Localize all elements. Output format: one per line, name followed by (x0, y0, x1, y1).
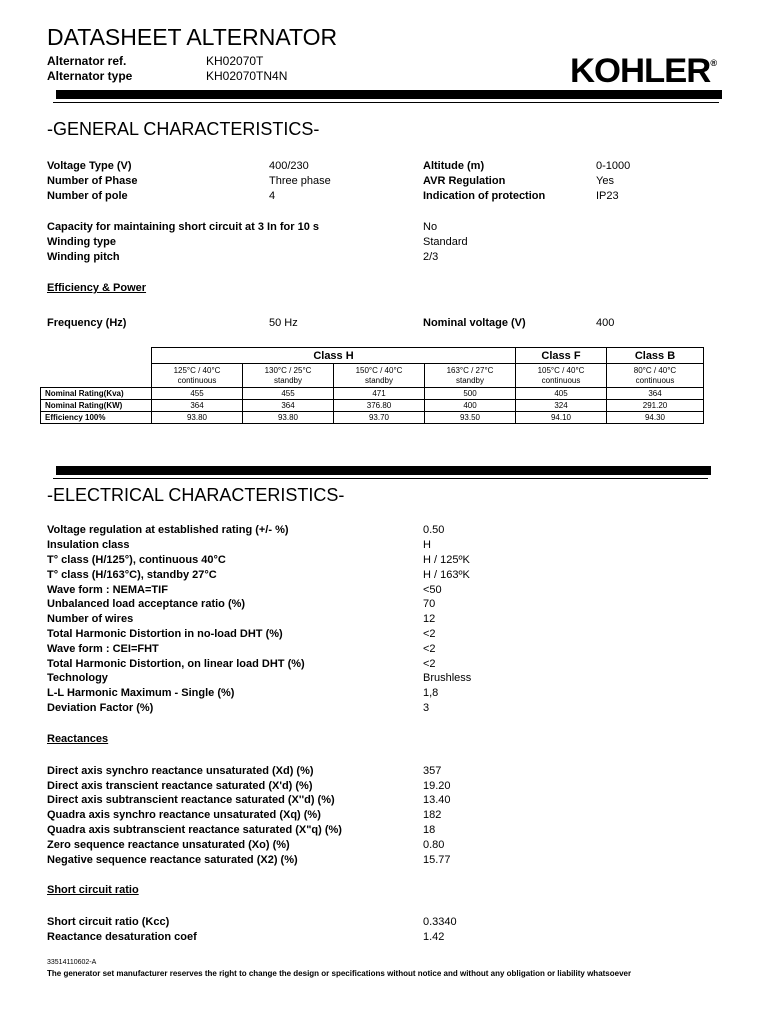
temp-cell (516, 364, 607, 388)
table-cell: 364 (607, 388, 704, 400)
frequency-label: Frequency (Hz) (47, 317, 127, 329)
table-cell: 500 (425, 388, 516, 400)
temp-range: 125°C / 40°C (173, 365, 221, 375)
general-left-label: Voltage Type (V) (47, 160, 132, 172)
electrical-label: Technology (47, 672, 108, 684)
reactance-value: 15.77 (423, 854, 451, 866)
general-left-label: Number of pole (47, 190, 128, 202)
temp-cell (607, 364, 704, 388)
row-label: Nominal Rating(Kva) (41, 388, 152, 400)
electrical-label: Total Harmonic Distortion in no-load DHT (%) (47, 628, 283, 640)
short-circuit-value: 0.3340 (423, 916, 457, 928)
document-code: 33514110602-A (47, 959, 97, 966)
alternator-ref-label: Alternator ref. (47, 54, 127, 68)
electrical-label: Number of wires (47, 613, 134, 625)
duty-mode: continuous (177, 375, 217, 385)
row-label: Efficiency 100% (41, 412, 152, 424)
reactance-label: Direct axis subtranscient reactance saturated (X''d) (%) (47, 794, 335, 806)
duty-mode: standby (273, 375, 303, 385)
table-corner (41, 364, 152, 388)
frequency-value: 50 Hz (269, 317, 298, 329)
alternator-ref-value: KH02070T (206, 54, 264, 68)
misc-value: 2/3 (423, 251, 439, 263)
misc-label: Winding type (47, 236, 116, 248)
alternator-type-value: KH02070TN4N (206, 69, 288, 83)
table-cell: 291.20 (607, 400, 704, 412)
electrical-value: 70 (423, 598, 436, 610)
short-circuit-label: Reactance desaturation coef (47, 931, 197, 943)
table-cell: 324 (516, 400, 607, 412)
reactance-label: Quadra axis subtranscient reactance saturated (X"q) (%) (47, 824, 342, 836)
general-right-label: Indication of protection (423, 190, 546, 202)
electrical-label: Voltage regulation at established rating (+/- %) (47, 524, 289, 536)
temp-cell (243, 364, 334, 388)
electrical-label: Total Harmonic Distortion, on linear load DHT (%) (47, 658, 305, 670)
table-cell: 400 (425, 400, 516, 412)
table-cell: 455 (243, 388, 334, 400)
header-divider-shadow (53, 102, 719, 103)
temp-range: 150°C / 40°C (355, 365, 403, 375)
table-cell: 364 (243, 400, 334, 412)
table-cell: 364 (152, 400, 243, 412)
general-left-value: Three phase (269, 175, 331, 187)
reactances-heading: Reactances (47, 733, 109, 745)
temp-range: 80°C / 40°C (633, 365, 677, 375)
reactance-label: Zero sequence reactance unsaturated (Xo) (%) (47, 839, 290, 851)
reactance-label: Direct axis transcient reactance saturated (X'd) (%) (47, 780, 313, 792)
section-divider-bar (56, 466, 711, 475)
table-cell: 405 (516, 388, 607, 400)
table-cell: 471 (334, 388, 425, 400)
duty-mode: continuous (635, 375, 675, 385)
electrical-label: Wave form : NEMA=TIF (47, 584, 168, 596)
electrical-value: 12 (423, 613, 436, 625)
temp-cell (152, 364, 243, 388)
electrical-value: <2 (423, 643, 436, 655)
nominal-voltage-label: Nominal voltage (V) (423, 317, 526, 329)
logo-registered-mark: ® (710, 58, 718, 68)
table-row (41, 412, 704, 424)
electrical-label: L-L Harmonic Maximum - Single (%) (47, 687, 235, 699)
electrical-value: H / 125ºK (423, 554, 470, 566)
duty-mode: continuous (541, 375, 581, 385)
electrical-value: 1,8 (423, 687, 439, 699)
table-cell: 94.10 (516, 412, 607, 424)
class-b-header: Class B (607, 348, 704, 364)
reactance-value: 19.20 (423, 780, 451, 792)
short-circuit-heading: Short circuit ratio (47, 884, 139, 896)
table-cell: 93.80 (152, 412, 243, 424)
electrical-value: 0.50 (423, 524, 445, 536)
table-corner (41, 348, 152, 364)
electrical-value: <50 (423, 584, 442, 596)
row-label: Nominal Rating(KW) (41, 400, 152, 412)
class-header-row (41, 348, 704, 364)
temp-cell (334, 364, 425, 388)
temperature-row (41, 364, 704, 388)
table-cell: 93.50 (425, 412, 516, 424)
electrical-value: H / 163ºK (423, 569, 470, 581)
general-left-label: Number of Phase (47, 175, 138, 187)
table-row (41, 388, 704, 400)
table-row (41, 400, 704, 412)
logo-text: KOHLER (570, 52, 711, 90)
temp-cell (425, 364, 516, 388)
class-h-header: Class H (152, 348, 516, 364)
section-divider-shadow (53, 478, 708, 479)
electrical-label: Wave form : CEI=FHT (47, 643, 159, 655)
table-cell: 93.70 (334, 412, 425, 424)
electrical-label: Insulation class (47, 539, 130, 551)
disclaimer-note: The generator set manufacturer reserves the right to change the design or specifications without notice and without any obligation or liability whatsoever (47, 969, 632, 978)
efficiency-heading: Efficiency & Power (47, 282, 147, 294)
reactance-value: 18 (423, 824, 436, 836)
alternator-type-label: Alternator type (47, 69, 133, 83)
general-section-heading: -GENERAL CHARACTERISTICS- (47, 119, 320, 139)
header-divider-bar (56, 90, 722, 99)
general-right-label: Altitude (m) (423, 160, 485, 172)
short-circuit-value: 1.42 (423, 931, 445, 943)
temp-range: 130°C / 25°C (264, 365, 312, 375)
duty-mode: standby (455, 375, 485, 385)
reactance-label: Quadra axis synchro reactance unsaturated (Xq) (%) (47, 809, 321, 821)
table-cell: 455 (152, 388, 243, 400)
reactance-value: 182 (423, 809, 442, 821)
reactance-value: 0.80 (423, 839, 445, 851)
temp-range: 105°C / 40°C (537, 365, 585, 375)
misc-value: No (423, 221, 438, 233)
reactance-value: 357 (423, 765, 442, 777)
electrical-value: 3 (423, 702, 430, 714)
table-cell: 94.30 (607, 412, 704, 424)
misc-label: Winding pitch (47, 251, 120, 263)
general-right-value: IP23 (596, 190, 619, 202)
misc-label: Capacity for maintaining short circuit at 3 In for 10 s (47, 221, 320, 233)
electrical-label: Deviation Factor (%) (47, 702, 154, 714)
electrical-value: <2 (423, 628, 436, 640)
electrical-value: Brushless (423, 672, 472, 684)
misc-value: Standard (423, 236, 468, 248)
general-right-value: 0-1000 (596, 160, 631, 172)
kohler-logo (570, 52, 717, 91)
duty-mode: standby (364, 375, 394, 385)
document-title: DATASHEET ALTERNATOR (47, 24, 338, 50)
reactance-value: 13.40 (423, 794, 451, 806)
short-circuit-label: Short circuit ratio (Kcc) (47, 916, 170, 928)
general-right-value: Yes (596, 175, 614, 187)
table-cell: 93.80 (243, 412, 334, 424)
electrical-label: T° class (H/125°), continuous 40°C (47, 554, 226, 566)
electrical-section-heading: -ELECTRICAL CHARACTERISTICS- (47, 485, 345, 505)
temp-range: 163°C / 27°C (446, 365, 494, 375)
nominal-voltage-value: 400 (596, 317, 615, 329)
table-cell: 376.80 (334, 400, 425, 412)
electrical-value: H (423, 539, 431, 551)
electrical-label: T° class (H/163°C), standby 27°C (47, 569, 217, 581)
electrical-value: <2 (423, 658, 436, 670)
electrical-label: Unbalanced load acceptance ratio (%) (47, 598, 246, 610)
rating-table (40, 347, 704, 424)
reactance-label: Direct axis synchro reactance unsaturated (Xd) (%) (47, 765, 314, 777)
general-left-value: 4 (269, 190, 276, 202)
general-left-value: 400/230 (269, 160, 309, 172)
reactance-label: Negative sequence reactance saturated (X2) (%) (47, 854, 298, 866)
general-right-label: AVR Regulation (423, 175, 506, 187)
class-f-header: Class F (516, 348, 607, 364)
